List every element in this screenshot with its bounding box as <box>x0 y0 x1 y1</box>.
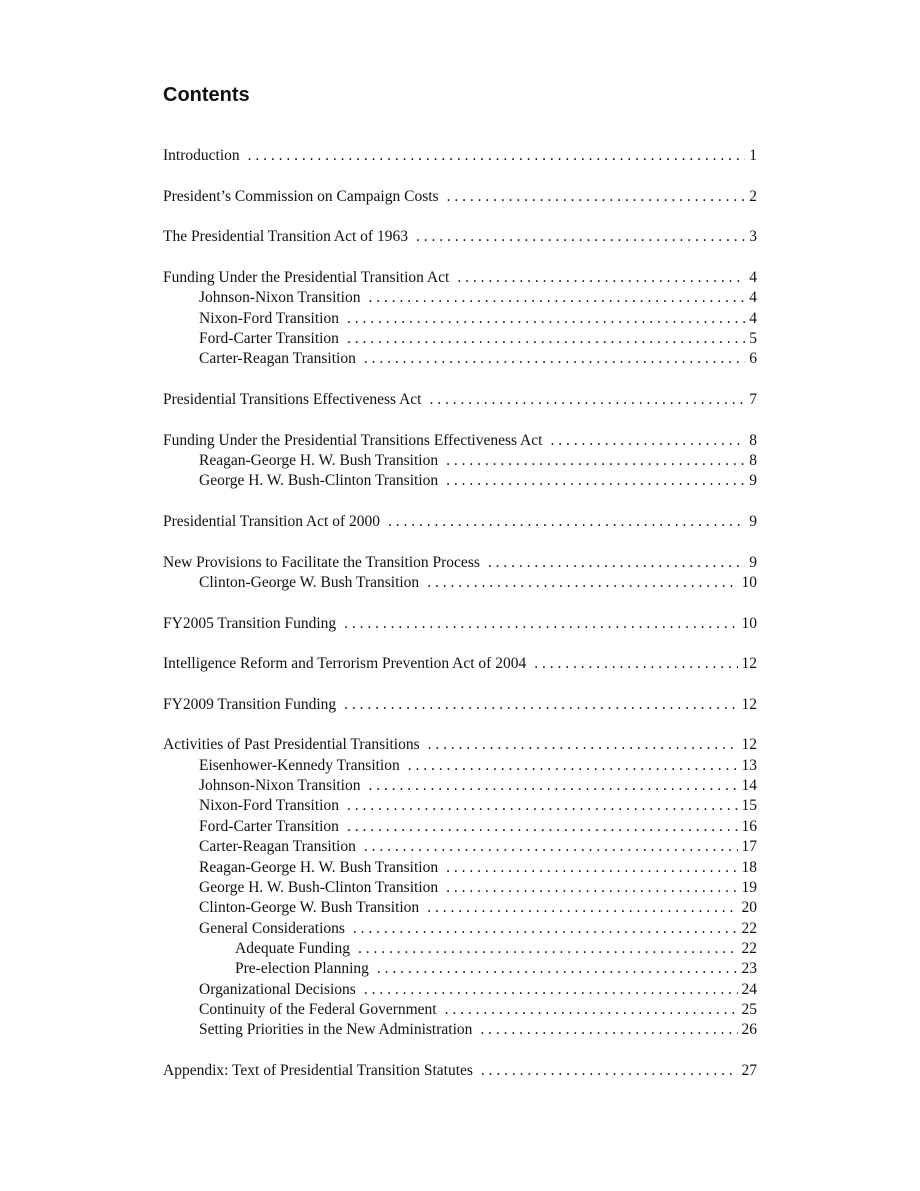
toc-entry-label: FY2009 Transition Funding <box>163 695 337 713</box>
toc-page-number: 7 <box>749 390 757 408</box>
toc-page-number: 4 <box>749 268 757 286</box>
toc-page-number: 2 <box>749 187 757 205</box>
toc-entry-label: The Presidential Transition Act of 1963 <box>163 228 408 246</box>
toc-entry-label: Introduction <box>163 147 240 164</box>
toc-entry <box>163 817 757 837</box>
toc-entry <box>163 919 757 939</box>
toc-entry-label: Adequate Funding <box>235 939 350 957</box>
toc-entry-label: Ford-Carter Transition <box>199 817 339 835</box>
toc-page-number: 19 <box>741 878 757 896</box>
dot-leader <box>364 349 745 369</box>
toc-entry-label: Carter-Reagan Transition <box>199 350 356 368</box>
toc-page-number: 17 <box>741 838 757 856</box>
toc-page-number: 22 <box>741 919 757 937</box>
toc-entry <box>163 390 757 410</box>
toc-entry <box>163 329 757 349</box>
toc-page-number: 5 <box>749 329 757 347</box>
dot-leader <box>445 1000 738 1020</box>
toc-entry-label: Nixon-Ford Transition <box>199 309 339 327</box>
dot-leader <box>344 614 737 634</box>
toc-entry <box>163 227 757 247</box>
toc-page-number: 9 <box>749 472 757 490</box>
toc-entry <box>163 614 757 634</box>
toc-page-number: 1 <box>749 147 757 164</box>
toc-entry-label: President’s Commission on Campaign Costs <box>163 187 439 205</box>
toc-entry-label: FY2005 Transition Funding <box>163 614 337 632</box>
toc-entry-label: Nixon-Ford Transition <box>199 797 339 815</box>
toc-entry-label: Funding Under the Presidential Transitions Effectiveness Act <box>163 431 543 449</box>
dot-leader <box>550 431 745 451</box>
toc-entry <box>163 796 757 816</box>
dot-leader <box>427 898 737 918</box>
toc-entry-label: Continuity of the Federal Government <box>199 1000 437 1018</box>
dot-leader <box>446 451 745 471</box>
dot-leader <box>427 573 737 593</box>
dot-leader <box>347 817 738 837</box>
toc-page-number: 10 <box>741 573 757 591</box>
toc-entry <box>163 898 757 918</box>
toc-entry <box>163 431 757 451</box>
toc-page-number: 9 <box>749 512 757 530</box>
toc-page-number: 25 <box>741 1000 757 1018</box>
toc-entry-label: Reagan-George H. W. Bush Transition <box>199 858 439 876</box>
toc-page-number: 26 <box>741 1021 757 1039</box>
toc-entry <box>163 1020 757 1040</box>
toc-entry <box>163 837 757 857</box>
toc-entry <box>163 1061 757 1081</box>
dot-leader <box>481 1061 738 1081</box>
toc-page-number: 27 <box>741 1061 757 1079</box>
toc-entry-label: Funding Under the Presidential Transition Act <box>163 268 450 286</box>
dot-leader <box>488 553 745 573</box>
dot-leader <box>353 919 738 939</box>
dot-leader <box>416 227 745 247</box>
dot-leader <box>347 329 745 349</box>
toc-entry <box>163 349 757 369</box>
toc-entry-label: Presidential Transitions Effectiveness Act <box>163 390 422 408</box>
toc-entry <box>163 309 757 329</box>
toc-entry <box>163 1000 757 1020</box>
toc-entry-label: Johnson-Nixon Transition <box>199 289 361 307</box>
toc-page-number: 20 <box>741 899 757 917</box>
toc-entry-label: Johnson-Nixon Transition <box>199 777 361 795</box>
toc-entry-label: Carter-Reagan Transition <box>199 838 356 856</box>
toc-entry-label: General Considerations <box>199 919 345 937</box>
toc-entry <box>163 512 757 532</box>
toc-entry <box>163 939 757 959</box>
dot-leader <box>408 756 738 776</box>
dot-leader <box>457 268 745 288</box>
toc-page-number: 6 <box>749 350 757 368</box>
toc-entry <box>163 451 757 471</box>
toc-page-number: 12 <box>741 655 757 673</box>
toc-page-number: 16 <box>741 817 757 835</box>
toc-page-number: 4 <box>749 289 757 307</box>
toc-entry-label: Clinton-George W. Bush Transition <box>199 573 420 591</box>
toc-entry-label: Intelligence Reform and Terrorism Prevention Act of 2004 <box>163 655 527 673</box>
toc-entry-label: Activities of Past Presidential Transitions <box>163 736 420 754</box>
page-title: Contents <box>163 84 250 106</box>
toc-entry <box>163 471 757 491</box>
toc-entry-label: New Provisions to Facilitate the Transition Process <box>163 553 480 571</box>
toc-entry <box>163 695 757 715</box>
toc-entry <box>163 959 757 979</box>
toc-entry <box>163 553 757 573</box>
toc-page-number: 4 <box>749 309 757 327</box>
dot-leader <box>347 309 745 329</box>
toc-entry <box>163 878 757 898</box>
toc-entry-label: Setting Priorities in the New Administration <box>199 1021 473 1039</box>
toc-page-number: 12 <box>741 736 757 754</box>
dot-leader <box>388 512 745 532</box>
toc-entry <box>163 654 757 674</box>
toc-entry-label: Appendix: Text of Presidential Transition Statutes <box>163 1061 473 1079</box>
toc-entry-label: Eisenhower-Kennedy Transition <box>199 756 400 774</box>
dot-leader <box>369 288 746 308</box>
dot-leader <box>358 939 738 959</box>
dot-leader <box>429 390 745 410</box>
toc-entry <box>163 288 757 308</box>
toc-page-number: 24 <box>741 980 757 998</box>
toc-entry <box>163 573 757 593</box>
toc-page-number: 9 <box>749 553 757 571</box>
toc-page-number: 3 <box>749 228 757 246</box>
toc-page-number: 8 <box>749 431 757 449</box>
toc-entry <box>163 268 757 288</box>
dot-leader <box>364 980 738 1000</box>
toc-entry-label: George H. W. Bush-Clinton Transition <box>199 472 439 490</box>
toc-entry <box>163 980 757 1000</box>
toc-entry-label: Presidential Transition Act of 2000 <box>163 512 380 530</box>
toc-page-number: 10 <box>741 614 757 632</box>
toc-page-number: 12 <box>741 695 757 713</box>
dot-leader <box>347 796 738 816</box>
toc-entry-label: Pre-election Planning <box>235 960 369 978</box>
dot-leader <box>364 837 738 857</box>
toc-entry-label: George H. W. Bush-Clinton Transition <box>199 878 439 896</box>
toc-page-number: 23 <box>741 960 757 978</box>
dot-leader <box>534 654 737 674</box>
dot-leader <box>344 695 737 715</box>
table-of-contents <box>163 146 757 1081</box>
toc-page-number: 15 <box>741 797 757 815</box>
dot-leader <box>369 776 738 796</box>
toc-entry-label: Ford-Carter Transition <box>199 329 339 347</box>
dot-leader <box>480 1020 737 1040</box>
toc-page-number: 8 <box>749 451 757 469</box>
toc-entry <box>163 735 757 755</box>
toc-page-number: 18 <box>741 858 757 876</box>
dot-leader <box>446 858 737 878</box>
dot-leader <box>428 735 738 755</box>
toc-entry-label: Clinton-George W. Bush Transition <box>199 899 420 917</box>
toc-entry <box>163 146 757 166</box>
dot-leader <box>377 959 738 979</box>
dot-leader <box>248 146 746 166</box>
dot-leader <box>446 878 737 898</box>
toc-entry-label: Organizational Decisions <box>199 980 356 998</box>
dot-leader <box>447 187 746 207</box>
toc-entry <box>163 756 757 776</box>
toc-page-number: 14 <box>741 777 757 795</box>
toc-entry <box>163 187 757 207</box>
toc-entry-label: Reagan-George H. W. Bush Transition <box>199 451 439 469</box>
toc-page-number: 22 <box>741 939 757 957</box>
toc-page-number: 13 <box>741 756 757 774</box>
toc-entry <box>163 776 757 796</box>
dot-leader <box>446 471 745 491</box>
toc-entry <box>163 858 757 878</box>
